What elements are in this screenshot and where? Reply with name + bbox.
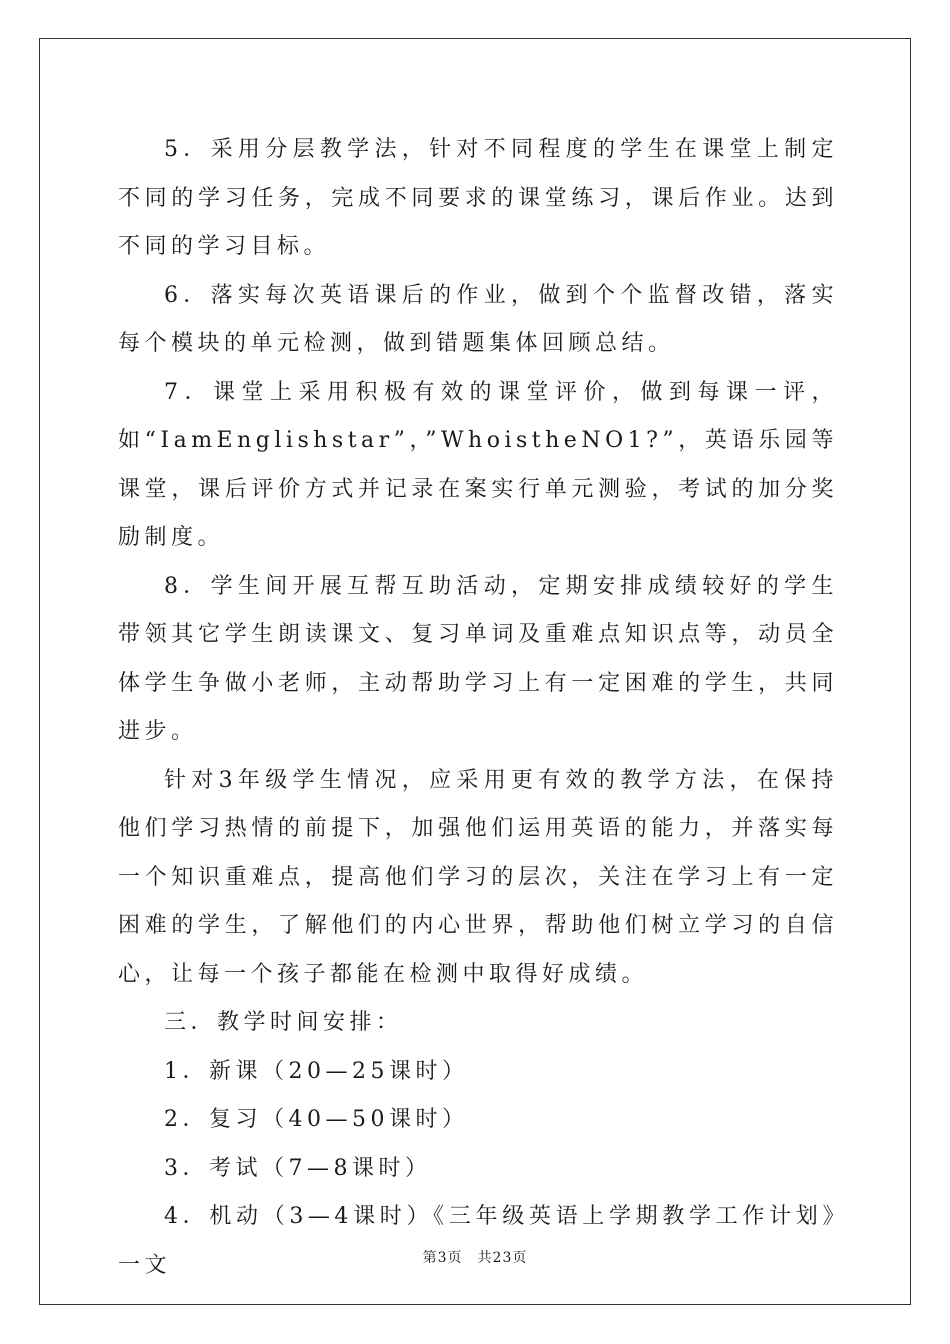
paragraph-item-6: 6．落实每次英语课后的作业，做到个个监督改错，落实每个模块的单元检测，做到错题集体回顾总结。: [118, 282, 838, 356]
page-number-footer: 第3页 共23页: [422, 1250, 528, 1266]
paragraph-item-7: 7．课堂上采用积极有效的课堂评价，做到每课一评，如“IamEnglishstar”，”WhoistheNO1?”，英语乐园等课堂，课后评价方式并记录在案实行单元测验，考试的加分奖励制度。: [118, 379, 838, 550]
schedule-item-exam: 3．考试（7—8课时）: [164, 1155, 432, 1181]
schedule-item-new-lessons: 1．新课（20—25课时）: [164, 1058, 469, 1084]
document-body: [118, 126, 838, 1290]
paragraph-item-5: 5．采用分层教学法，针对不同程度的学生在课堂上制定不同的学习任务，完成不同要求的课堂练习，课后作业。达到不同的学习目标。: [118, 137, 838, 259]
paragraph-item-8: 8．学生间开展互帮互助活动，定期安排成绩较好的学生带领其它学生朗读课文、复习单词及重难点知识点等，动员全体学生争做小老师，主动帮助学习上有一定困难的学生，共同进步。: [118, 573, 838, 744]
schedule-item-review: 2．复习（40—50课时）: [164, 1107, 469, 1132]
paragraph-grade3-summary: 针对3年级学生情况，应采用更有效的教学方法，在保持他们学习热情的前提下，加强他们运用英语的能力，并落实每一个知识重难点，提高他们学习的层次，关注在学习上有一定困难的学生，了解他们的内心世界，帮助他们树立学习的自信心，让每一个孩子都能在检测中取得好成绩。: [118, 767, 838, 987]
section-heading-schedule: 三．教学时间安排：: [164, 1010, 403, 1035]
schedule-item-flexible: 4．机动（3—4课时）《三年级英语上学期教学工作计划》一文: [118, 1204, 838, 1278]
